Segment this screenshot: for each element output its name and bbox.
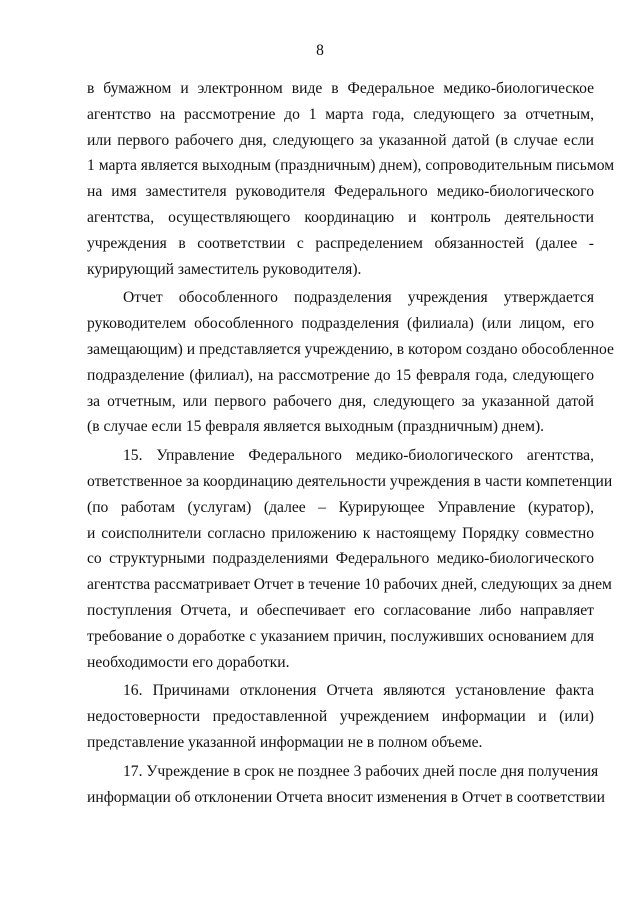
text-line: недостоверности предоставленной учреждением информации и (или)	[87, 708, 594, 726]
text-line: требование о доработке с указанием причин, послуживших основанием для	[87, 627, 594, 645]
text-line: агентства рассматривает Отчет в течение 10 рабочих дней, следующих за днем	[87, 576, 612, 594]
text-line: ответственное за координацию деятельности учреждения в части компетенции	[87, 472, 613, 490]
text-line: в бумажном и электронном виде в Федеральное медико-биологическое	[87, 80, 594, 97]
text-line: необходимости его доработки.	[87, 653, 290, 671]
text-line: 17. Учреждение в срок не позднее 3 рабочих дней после дня получения	[123, 762, 599, 780]
text-line: 15. Управление Федерального медико-биологического агентства,	[123, 447, 594, 465]
text-line: подразделение (филиал), на рассмотрение до 15 февраля года, следующего	[87, 366, 594, 384]
text-line: (в случае если 15 февраля является выходным (праздничным) днем).	[87, 418, 545, 436]
text-line: и соисполнители согласно приложению к настоящему Порядку совместно	[87, 524, 594, 542]
paragraph-continuation	[87, 76, 615, 282]
paragraph-item-15	[87, 443, 613, 675]
text-line: 16. Причинами отклонения Отчета являются установление факта	[123, 682, 594, 700]
text-line: на имя заместителя руководителя Федерального медико-биологического	[87, 183, 594, 201]
text-line: курирующий заместитель руководителя).	[87, 260, 362, 278]
text-line: (по работам (услугам) (далее – Курирующее Управление (куратор),	[87, 498, 594, 516]
text-line: руководителем обособленного подразделения (филиала) (или лицом, его	[87, 315, 594, 333]
text-line: за отчетным, или первого рабочего дня, следующего за указанной датой	[87, 392, 594, 410]
text-line: 1 марта является выходным (праздничным) днем), сопроводительным письмом	[87, 157, 615, 175]
text-line: агентство на рассмотрение до 1 марта года, следующего за отчетным,	[87, 105, 594, 123]
page-number: 8	[316, 42, 324, 59]
text-line: представление указанной информации не в полном объеме.	[87, 733, 483, 751]
document-body	[87, 76, 615, 810]
paragraph-separate-unit	[87, 285, 614, 440]
paragraph-item-17	[87, 759, 605, 811]
text-line: или первого рабочего дня, следующего за указанной датой (в случае если	[87, 131, 594, 149]
text-line: Отчет обособленного подразделения учреждения утверждается	[123, 289, 594, 307]
text-line: поступления Отчета, и обеспечивает его согласование либо направляет	[87, 601, 594, 619]
text-line: замещающим) и представляется учреждению, в котором создано обособленное	[87, 340, 614, 358]
text-line: учреждения в соответствии с распределением обязанностей (далее -	[87, 234, 594, 252]
text-line: со структурными подразделениями Федерального медико-биологического	[87, 550, 594, 568]
text-line: агентства, осуществляющего координацию и контроль деятельности	[87, 208, 594, 226]
text-line: информации об отклонении Отчета вносит изменения в Отчет в соответствии	[87, 788, 605, 806]
paragraph-item-16	[87, 678, 594, 755]
